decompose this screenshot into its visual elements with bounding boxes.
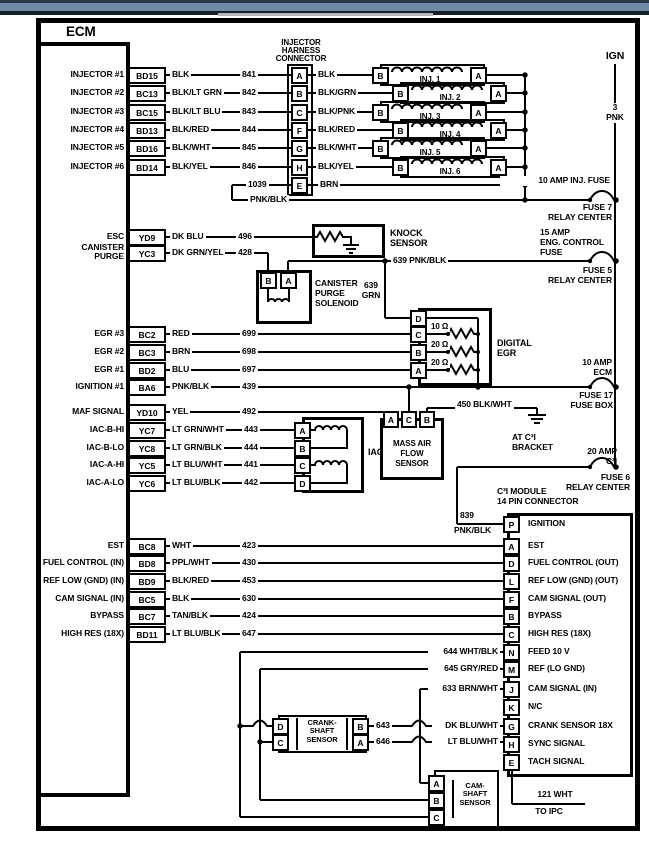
- ecm-pin-label: HIGH RES (18X): [61, 628, 124, 638]
- injector-pin-box: A: [470, 140, 487, 157]
- wire-color-label: BLK/RED: [172, 575, 210, 585]
- solenoid-label: SOLENOID: [315, 298, 359, 308]
- wire-color-label: GRN: [361, 290, 381, 300]
- c3i-pin-label: REF (LO GND): [528, 663, 585, 673]
- connector-pin-box: E: [291, 177, 308, 194]
- ground-location-label: AT C³I: [512, 432, 536, 442]
- cam-pin-box: A: [428, 775, 445, 792]
- connector-pin-box: A: [291, 67, 308, 84]
- wire-color-label: PPL/WHT: [172, 557, 210, 567]
- ecm-pin-label: EST: [107, 540, 124, 550]
- circuit-number: 430: [242, 557, 256, 567]
- solenoid-label: CANISTER: [315, 278, 358, 288]
- maf-pin-box: A: [383, 411, 399, 428]
- harness-title: INJECTOR: [281, 38, 321, 47]
- wire-color-label: 645 GRY/RED: [428, 664, 500, 674]
- circuit-number: 846: [242, 161, 256, 171]
- ecm-pin-label: INJECTOR #5: [70, 142, 124, 152]
- fuse-location-label: FUSE 5: [582, 265, 612, 275]
- wire-color-label: 639: [364, 280, 378, 290]
- camshaft-sensor-label-line: SHAFT: [462, 789, 488, 799]
- wire-color-label: BLK: [318, 69, 336, 79]
- maf-sensor-label: MASS AIR: [392, 439, 432, 448]
- knock-sensor-label: KNOCK: [390, 228, 423, 238]
- wire-color-label: YEL: [172, 406, 189, 416]
- c3i-pin-box: N: [503, 644, 520, 661]
- ecm-pin-box: BC13: [128, 85, 166, 102]
- fuse-label: 15 AMP: [540, 227, 570, 237]
- harness-title: CONNECTOR: [275, 54, 327, 63]
- solenoid-pin-box: A: [280, 272, 297, 289]
- wire-color-label: DK BLU/WHT: [432, 721, 500, 731]
- tach-output-label: TO IPC: [535, 806, 563, 816]
- c3i-pin-box: L: [503, 573, 520, 590]
- circuit-number: 698: [242, 346, 256, 356]
- fuse-location-label: FUSE BOX: [570, 400, 613, 410]
- circuit-number: 441: [244, 459, 258, 469]
- c3i-pin-label: CAM SIGNAL (OUT): [528, 593, 607, 603]
- wire-color-label: PNK/BLK: [250, 194, 288, 204]
- wire-color-label: LT GRN/BLK: [172, 442, 222, 452]
- injector-pin-box: B: [392, 159, 409, 176]
- c3i-pin-label: REF LOW (GND) (OUT): [528, 575, 619, 585]
- fuse-label: ECM: [593, 367, 612, 377]
- fuse-label: 10 AMP: [582, 357, 612, 367]
- ecm-pin-label: EGR #1: [94, 364, 124, 374]
- circuit-number: 630: [242, 593, 256, 603]
- c3i-pin-label: BYPASS: [528, 610, 562, 620]
- c3i-pin-box: B: [503, 608, 520, 625]
- wire-color-label: BLK/RED: [318, 124, 356, 134]
- fuse-label: C³I: [605, 456, 617, 466]
- connector-pin-box: F: [291, 122, 308, 139]
- circuit-number: 496: [238, 231, 252, 241]
- ecm-pin-label: IGNITION #1: [75, 381, 124, 391]
- crankshaft-sensor-label-line: CRANK-: [307, 718, 337, 727]
- ecm-pin-box: BC2: [128, 326, 166, 343]
- c3i-pin-label: CAM SIGNAL (IN): [528, 683, 597, 693]
- maf-pin-box: C: [401, 411, 417, 428]
- wire-color-label: BLK/YEL: [318, 161, 354, 171]
- iac-box: [302, 417, 364, 493]
- ign-wire-label: 3: [597, 103, 633, 113]
- ign-label: IGN: [597, 51, 633, 63]
- fuse-location-label: FUSE 17: [579, 390, 613, 400]
- ecm-pin-label: INJECTOR #4: [70, 124, 124, 134]
- wire-color-label: LT BLU/WHT: [172, 459, 223, 469]
- egr-pin-box: D: [410, 310, 427, 327]
- circuit-number: 842: [242, 87, 256, 97]
- ecm-pin-label: INJECTOR #1: [70, 69, 124, 79]
- wire-color-label: WHT: [172, 540, 192, 550]
- iac-pin-box: C: [294, 457, 311, 474]
- tach-output-label: 121 WHT: [528, 790, 582, 800]
- iac-pin-box: B: [294, 440, 311, 457]
- circuit-number: 443: [244, 424, 258, 434]
- ecm-pin-box: BD2: [128, 362, 166, 379]
- crank-pin-box: B: [352, 718, 369, 735]
- circuit-number: 442: [244, 477, 258, 487]
- ecm-pin-box: BA6: [128, 379, 166, 396]
- connector-pin-box: H: [291, 159, 308, 176]
- c3i-pin-box: C: [503, 626, 520, 643]
- ecm-pin-label: BYPASS: [90, 610, 124, 620]
- wire-color-label: LT GRN/WHT: [172, 424, 224, 434]
- knock-sensor-box: [312, 224, 385, 258]
- c3i-pin-label: IGNITION: [528, 518, 565, 528]
- wire-color-label: BLK/WHT: [172, 142, 211, 152]
- ecm-pin-label: IAC-B-HI: [89, 424, 124, 434]
- camshaft-sensor-label: [452, 780, 496, 818]
- c3i-pin-label: EST: [528, 540, 545, 550]
- injector-pin-box: A: [490, 159, 507, 176]
- ecm-pin-box: YC7: [128, 422, 166, 439]
- crankshaft-sensor-label-line: SENSOR: [306, 734, 338, 744]
- c3i-pin-label: CRANK SENSOR 18X: [528, 720, 613, 730]
- ecm-pin-label: INJECTOR #3: [70, 106, 124, 116]
- circuit-number: 643: [376, 720, 390, 730]
- c3i-pin-box: K: [503, 699, 520, 716]
- ecm-pin-label: INJECTOR #6: [70, 161, 124, 171]
- wire-color-label: BLK: [172, 69, 190, 79]
- circuit-number: 647: [242, 628, 256, 638]
- resistor-value-label: 20 Ω: [431, 358, 449, 367]
- wire-color-label: PNK/BLK: [454, 525, 492, 535]
- wire-color-label: LT BLU/BLK: [172, 628, 221, 638]
- wire-color-label: 633 BRN/WHT: [428, 684, 500, 694]
- ecm-pin-label: EGR #2: [94, 346, 124, 356]
- wire-color-label: 644 WHT/BLK: [428, 647, 500, 657]
- ecm-pin-box: BD9: [128, 573, 166, 590]
- ecm-pin-box: YC5: [128, 457, 166, 474]
- c3i-pin-label: FUEL CONTROL (OUT): [528, 557, 619, 567]
- circuit-number: 428: [238, 247, 252, 257]
- ecm-label: ECM: [66, 24, 96, 39]
- ecm-box: [41, 42, 130, 797]
- ecm-pin-box: BD8: [128, 555, 166, 572]
- circuit-number: 453: [242, 575, 256, 585]
- ecm-pin-box: BC3: [128, 344, 166, 361]
- ecm-pin-box: YC8: [128, 440, 166, 457]
- c3i-pin-label: SYNC SIGNAL: [528, 738, 585, 748]
- circuit-number: 841: [242, 69, 256, 79]
- egr-pin-box: C: [410, 326, 427, 343]
- ecm-pin-box: YC6: [128, 475, 166, 492]
- crankshaft-sensor-label: [296, 718, 348, 750]
- resistor-value-label: 20 Ω: [431, 340, 449, 349]
- circuit-number: 697: [242, 364, 256, 374]
- wire-color-label: 639 PNK/BLK: [393, 255, 447, 265]
- ecm-pin-box: BC8: [128, 538, 166, 555]
- circuit-number: 439: [242, 381, 256, 391]
- c3i-pin-box: J: [503, 681, 520, 698]
- wire-color-label: LT BLU/BLK: [172, 477, 221, 487]
- wire-color-label: BRN: [172, 346, 191, 356]
- c3i-pin-box: H: [503, 736, 520, 753]
- iac-pin-box: A: [294, 422, 311, 439]
- wire-color-label: BLK/RED: [172, 124, 210, 134]
- fuse-location-label: FUSE 6: [600, 472, 630, 482]
- injector-label: INJ. 1: [419, 75, 441, 84]
- ecm-pin-label: CANISTER: [81, 242, 124, 252]
- ecm-pin-box: BC7: [128, 608, 166, 625]
- wire-color-label: 450 BLK/WHT: [457, 399, 512, 409]
- c3i-pin-box: D: [503, 555, 520, 572]
- c3i-pin-label: HIGH RES (18X): [528, 628, 591, 638]
- ecm-pin-label: INJECTOR #2: [70, 87, 124, 97]
- knock-sensor-label: SENSOR: [390, 238, 428, 248]
- fuse-location-label: RELAY CENTER: [548, 275, 612, 285]
- egr-pin-box: B: [410, 344, 427, 361]
- wire-color-label: DK BLU: [172, 231, 204, 241]
- c3i-pin-box: G: [503, 718, 520, 735]
- injector-pin-box: B: [372, 104, 389, 121]
- egr-pin-box: A: [410, 362, 427, 379]
- digital-egr-label: DIGITAL: [497, 338, 532, 348]
- injector-pin-box: B: [372, 140, 389, 157]
- maf-sensor-label: SENSOR: [395, 459, 429, 468]
- wire-color-label: BLK/PNK: [318, 106, 356, 116]
- fuse-label: ENG. CONTROL: [540, 237, 604, 247]
- circuit-number: 843: [242, 106, 256, 116]
- wire-color-label: TAN/BLK: [172, 610, 208, 620]
- circuit-number: 423: [242, 540, 256, 550]
- ign-wire-label: PNK: [597, 113, 633, 123]
- ecm-pin-box: BD15: [128, 67, 166, 84]
- ecm-pin-label: REF LOW (GND) (IN): [43, 575, 124, 585]
- cam-pin-box: C: [428, 809, 445, 826]
- solenoid-pin-box: B: [260, 272, 277, 289]
- injector-label: INJ. 3: [419, 112, 441, 121]
- fuse-label: 20 AMP: [587, 446, 617, 456]
- camshaft-sensor-label-line: CAM-: [465, 781, 485, 790]
- harness-title: HARNESS: [281, 46, 321, 55]
- fuse-label: 10 AMP INJ. FUSE: [500, 176, 612, 186]
- ecm-pin-box: BD11: [128, 626, 166, 643]
- injector-label: INJ. 4: [439, 130, 461, 139]
- ecm-pin-box: BC15: [128, 104, 166, 121]
- ground-location-label: BRACKET: [512, 442, 553, 452]
- injector-pin-box: B: [372, 67, 389, 84]
- fuse-location-label: RELAY CENTER: [548, 212, 612, 222]
- c3i-pin-box: A: [503, 538, 520, 555]
- injector-label: INJ. 2: [439, 93, 461, 102]
- maf-sensor-label: FLOW: [400, 449, 424, 458]
- fuse-label: FUSE: [540, 247, 563, 257]
- fuse-location-label: FUSE 7: [582, 202, 612, 212]
- wire-color-label: BLK/LT GRN: [172, 87, 222, 97]
- resistor-value-label: 10 Ω: [431, 322, 449, 331]
- wire-color-label: RED: [172, 328, 190, 338]
- ecm-pin-label: ESC: [106, 231, 124, 241]
- ecm-pin-box: BD16: [128, 140, 166, 157]
- c3i-pin-box: F: [503, 591, 520, 608]
- wire-color-label: DK GRN/YEL: [172, 247, 224, 257]
- maf-pin-box: B: [419, 411, 435, 428]
- ecm-pin-box: YD10: [128, 404, 166, 421]
- ecm-pin-label: FUEL CONTROL (IN): [42, 557, 124, 567]
- wire-color-label: BLK: [172, 593, 190, 603]
- c3i-pin-label: TACH SIGNAL: [528, 756, 585, 766]
- ecm-pin-label: IAC-A-LO: [86, 477, 124, 487]
- fuse-location-label: RELAY CENTER: [566, 482, 630, 492]
- wire-color-label: PNK/BLK: [172, 381, 210, 391]
- ecm-pin-label: IAC-A-HI: [89, 459, 124, 469]
- circuit-number: 424: [242, 610, 256, 620]
- camshaft-sensor-label-line: SENSOR: [459, 797, 491, 807]
- ecm-pin-label: PURGE: [94, 251, 124, 261]
- ecm-pin-label: CAM SIGNAL (IN): [55, 593, 124, 603]
- c3i-pin-label: N/C: [528, 701, 543, 711]
- cam-pin-box: B: [428, 792, 445, 809]
- circuit-number: 845: [242, 142, 256, 152]
- injector-pin-box: B: [392, 122, 409, 139]
- circuit-number: 1039: [248, 179, 267, 189]
- crank-pin-box: A: [352, 734, 369, 751]
- c3i-pin-box: E: [503, 754, 520, 771]
- crankshaft-sensor-label-line: SHAFT: [309, 726, 335, 736]
- ecm-pin-box: BC5: [128, 591, 166, 608]
- wire-color-label: BLK/WHT: [318, 142, 357, 152]
- iac-label: IAC: [368, 447, 384, 457]
- injector-pin-box: A: [470, 67, 487, 84]
- injector-label: INJ. 6: [439, 167, 461, 176]
- c3i-title: 14 PIN CONNECTOR: [497, 496, 579, 506]
- circuit-number: 444: [244, 442, 258, 452]
- c3i-pin-box: M: [503, 661, 520, 678]
- digital-egr-label: EGR: [497, 348, 517, 358]
- injector-pin-box: A: [490, 122, 507, 139]
- circuit-number: 699: [242, 328, 256, 338]
- ecm-pin-label: IAC-B-LO: [86, 442, 124, 452]
- wire-color-label: BRN: [320, 179, 339, 189]
- injector-label: INJ. 5: [419, 148, 441, 157]
- ecm-pin-label: MAF SIGNAL: [72, 406, 124, 416]
- ecm-pin-box: YC3: [128, 245, 166, 262]
- injector-pin-box: B: [392, 85, 409, 102]
- connector-pin-box: G: [291, 140, 308, 157]
- wire-color-label: BLU: [172, 364, 190, 374]
- connector-pin-box: B: [291, 85, 308, 102]
- ecm-pin-label: EGR #3: [94, 328, 124, 338]
- solenoid-label: PURGE: [315, 288, 345, 298]
- wire-color-label: LT BLU/WHT: [432, 737, 500, 747]
- crank-pin-box: D: [272, 718, 289, 735]
- crank-pin-box: C: [272, 734, 289, 751]
- circuit-number: 646: [376, 736, 390, 746]
- c3i-title: C³I MODULE: [497, 486, 547, 496]
- iac-pin-box: D: [294, 475, 311, 492]
- wire-color-label: BLK/YEL: [172, 161, 208, 171]
- c3i-pin-box: P: [503, 516, 520, 533]
- circuit-number: 844: [242, 124, 256, 134]
- ecm-pin-box: YD9: [128, 229, 166, 246]
- injector-pin-box: A: [490, 85, 507, 102]
- ecm-pin-box: BD14: [128, 159, 166, 176]
- wire-color-label: BLK/GRN: [318, 87, 357, 97]
- circuit-number: 839: [460, 510, 474, 520]
- circuit-number: 492: [242, 406, 256, 416]
- connector-pin-box: C: [291, 104, 308, 121]
- c3i-pin-label: FEED 10 V: [528, 646, 570, 656]
- ecm-pin-box: BD13: [128, 122, 166, 139]
- wire-color-label: BLK/LT BLU: [172, 106, 221, 116]
- injector-pin-box: A: [470, 104, 487, 121]
